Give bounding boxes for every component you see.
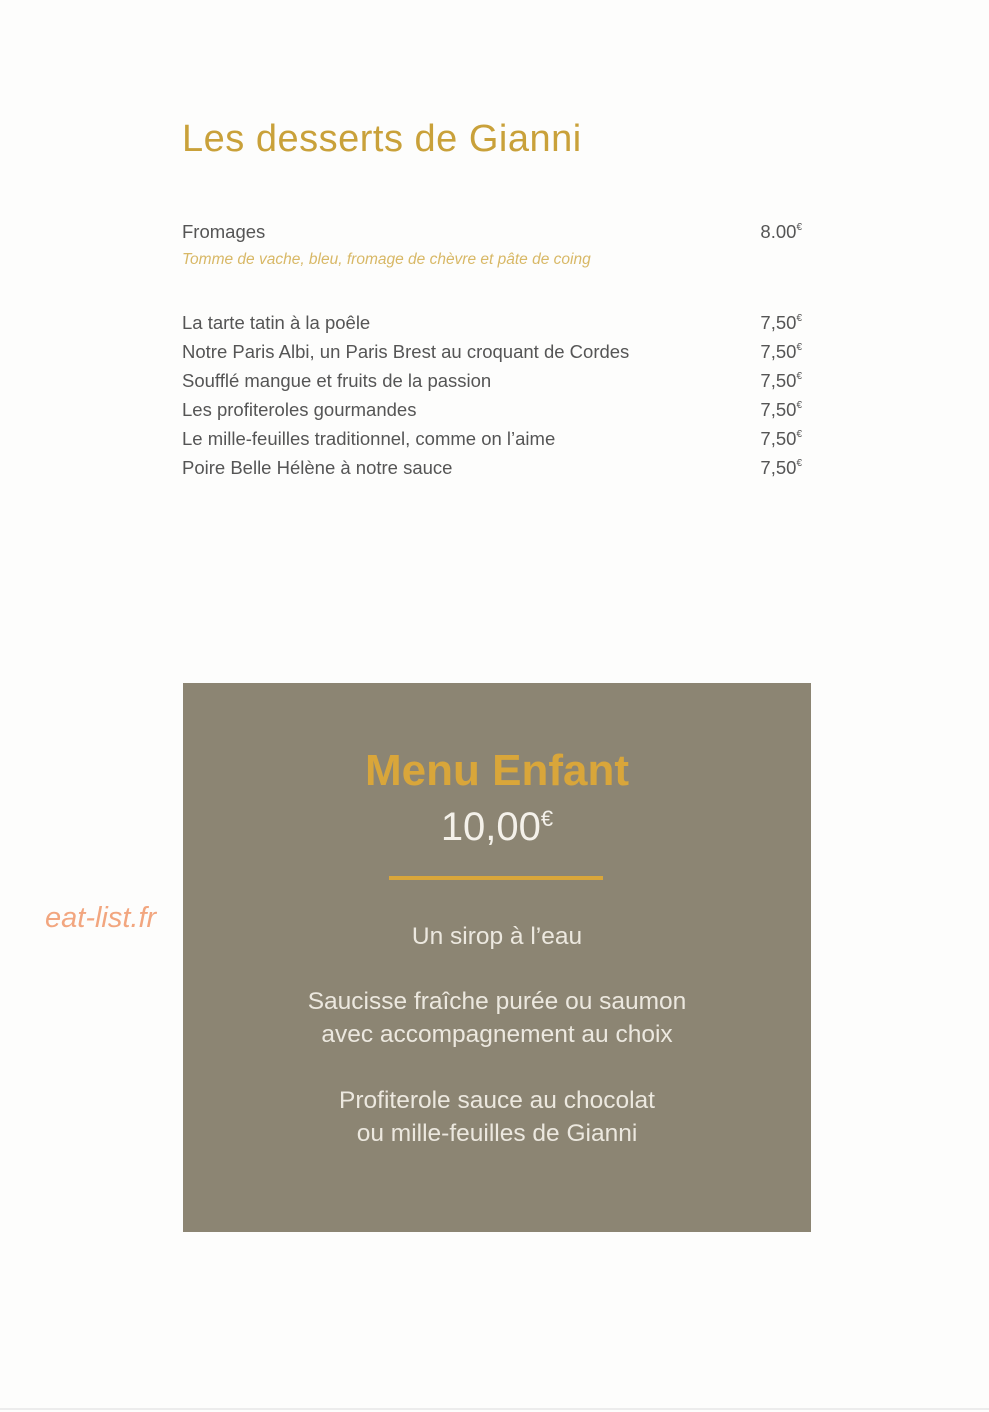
item-name: La tarte tatin à la poêle	[182, 312, 371, 333]
menu-item	[182, 399, 802, 425]
menu-item	[182, 341, 802, 367]
item-price: 7,50€	[760, 457, 802, 478]
kids-menu-main-line-2: avec accompagnement au choix	[321, 1021, 673, 1048]
item-name: Les profiteroles gourmandes	[182, 399, 417, 420]
kids-menu-dessert-line-2: ou mille-feuilles de Gianni	[356, 1120, 638, 1147]
kids-menu-dessert-line-1: Profiterole sauce au chocolat	[339, 1087, 655, 1114]
item-name: Notre Paris Albi, un Paris Brest au croquant de Cordes	[182, 341, 630, 362]
menu-item	[182, 312, 802, 338]
menu-item-cheese	[182, 221, 802, 247]
menu-item	[182, 370, 802, 396]
item-price: 8.00€	[760, 221, 802, 242]
kids-menu-title: Menu Enfant	[365, 746, 629, 795]
item-name: Fromages	[182, 221, 266, 242]
item-name: Soufflé mangue et fruits de la passion	[182, 370, 492, 391]
menu-item	[182, 428, 802, 454]
item-price: 7,50€	[760, 370, 802, 391]
kids-menu-divider	[389, 876, 603, 880]
item-name: Le mille-feuilles traditionnel, comme on l’aime	[182, 428, 556, 449]
item-price: 7,50€	[760, 341, 802, 362]
kids-menu-price: 10,00€	[440, 805, 554, 849]
item-price: 7,50€	[760, 312, 802, 333]
item-price: 7,50€	[760, 399, 802, 420]
kids-menu-drink: Un sirop à l’eau	[411, 923, 583, 950]
watermark: eat-list.fr	[45, 902, 157, 934]
item-description: Tomme de vache, bleu, fromage de chèvre et pâte de coing	[182, 251, 591, 268]
item-price: 7,50€	[760, 428, 802, 449]
item-name: Poire Belle Hélène à notre sauce	[182, 457, 453, 478]
bottom-divider	[0, 1408, 989, 1410]
desserts-title: Les desserts de Gianni	[182, 118, 582, 160]
menu-item	[182, 457, 802, 483]
kids-menu-main-line-1: Saucisse fraîche purée ou saumon	[307, 988, 687, 1015]
